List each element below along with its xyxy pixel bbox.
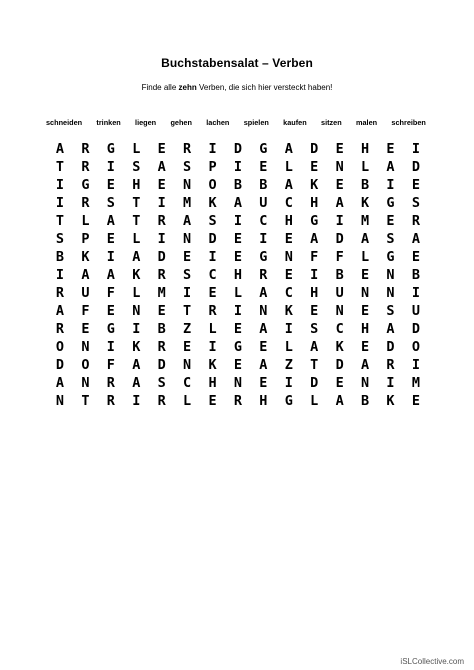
grid-letter: N xyxy=(183,357,192,373)
grid-row xyxy=(53,158,423,176)
grid-letter: I xyxy=(132,393,141,409)
word-item: gehen xyxy=(170,118,192,127)
grid-letter: E xyxy=(360,339,370,355)
grid-letter: I xyxy=(411,141,420,157)
grid-letter: O xyxy=(55,339,65,355)
grid-letter: I xyxy=(386,177,395,193)
grid-row xyxy=(53,320,423,338)
grid-letter: A xyxy=(284,177,293,193)
grid-letter: N xyxy=(335,303,344,319)
grid-letter: I xyxy=(55,267,65,283)
grid-letter: T xyxy=(132,195,141,211)
grid-letter: K xyxy=(310,177,319,193)
grid-letter: L xyxy=(360,159,370,175)
grid-letter: E xyxy=(411,393,420,409)
grid-letter: E xyxy=(81,321,90,337)
grid-letter: A xyxy=(284,141,293,157)
grid-letter: S xyxy=(386,231,395,247)
grid-letter: D xyxy=(157,357,166,373)
grid-letter: F xyxy=(106,285,115,301)
grid-letter: A xyxy=(132,357,141,373)
grid-letter: A xyxy=(233,195,243,211)
grid-letter: A xyxy=(183,213,192,229)
grid-letter: E xyxy=(335,375,344,391)
grid-letter: E xyxy=(233,357,243,373)
grid-letter: N xyxy=(81,375,90,391)
grid-letter: E xyxy=(411,177,420,193)
grid-letter: I xyxy=(259,231,268,247)
grid-letter: I xyxy=(233,213,243,229)
grid-letter: E xyxy=(106,231,115,247)
grid-letter: N xyxy=(386,267,395,283)
grid-letter: R xyxy=(183,141,192,157)
grid-letter: E xyxy=(233,231,243,247)
grid-letter: E xyxy=(233,321,243,337)
grid-letter: G xyxy=(106,141,115,157)
grid-letter: N xyxy=(233,375,243,391)
grid-letter: C xyxy=(259,213,268,229)
grid-letter: R xyxy=(55,285,65,301)
word-item: liegen xyxy=(135,118,157,127)
grid-letter: L xyxy=(132,285,141,301)
grid-letter: K xyxy=(284,303,293,319)
grid-letter: D xyxy=(157,249,166,265)
grid-letter: E xyxy=(310,303,319,319)
grid-letter: I xyxy=(157,195,166,211)
grid-letter: K xyxy=(386,393,395,409)
grid-letter: K xyxy=(360,195,370,211)
grid-letter: U xyxy=(411,303,420,319)
grid-letter: N xyxy=(335,159,344,175)
grid-letter: N xyxy=(386,285,395,301)
grid-letter: K xyxy=(335,339,344,355)
grid-letter: P xyxy=(81,231,90,247)
grid-letter: H xyxy=(310,195,319,211)
grid-letter: E xyxy=(386,213,395,229)
grid-letter: R xyxy=(55,321,65,337)
grid-letter: H xyxy=(132,177,141,193)
grid-letter: A xyxy=(55,141,65,157)
grid-letter: E xyxy=(335,141,344,157)
grid-letter: R xyxy=(208,303,217,319)
grid-letter: K xyxy=(132,339,141,355)
grid-row xyxy=(53,302,423,320)
grid-letter: B xyxy=(55,249,65,265)
grid-letter: S xyxy=(386,303,395,319)
word-item: malen xyxy=(356,118,378,127)
grid-letter: I xyxy=(55,177,65,193)
grid-letter: D xyxy=(55,357,65,373)
grid-letter: K xyxy=(132,267,141,283)
grid-letter: E xyxy=(106,177,115,193)
grid-letter: B xyxy=(360,177,370,193)
grid-letter: O xyxy=(81,357,90,373)
grid-letter: A xyxy=(259,285,268,301)
grid-letter: R xyxy=(157,213,166,229)
grid-letter: E xyxy=(360,267,370,283)
grid-letter: E xyxy=(360,303,370,319)
grid-letter: A xyxy=(310,231,319,247)
grid-letter: G xyxy=(386,249,395,265)
grid-letter: U xyxy=(335,285,344,301)
grid-row xyxy=(53,140,423,158)
grid-letter: G xyxy=(259,141,268,157)
grid-letter: E xyxy=(157,177,166,193)
grid-letter: A xyxy=(55,303,65,319)
grid-letter: O xyxy=(208,177,217,193)
grid-letter: I xyxy=(183,285,192,301)
grid-letter: U xyxy=(259,195,268,211)
grid-letter: N xyxy=(183,231,192,247)
grid-letter: B xyxy=(233,177,243,193)
grid-letter: H xyxy=(259,393,268,409)
grid-letter: E xyxy=(259,375,268,391)
grid-letter: D xyxy=(310,141,319,157)
instruction-before: Finde alle xyxy=(141,83,179,92)
grid-letter: C xyxy=(284,285,293,301)
grid-letter: B xyxy=(157,321,166,337)
grid-letter: T xyxy=(183,303,192,319)
grid-letter: S xyxy=(132,159,141,175)
grid-letter: H xyxy=(233,267,243,283)
grid-letter: E xyxy=(208,393,217,409)
grid-letter: A xyxy=(386,321,395,337)
grid-letter: D xyxy=(335,357,344,373)
grid-letter: I xyxy=(310,267,319,283)
grid-letter: R xyxy=(81,195,90,211)
instruction-after: Verben, die sich hier versteckt haben! xyxy=(196,83,333,92)
grid-letter: I xyxy=(411,285,420,301)
grid-letter: S xyxy=(411,195,420,211)
grid-letter: L xyxy=(132,231,141,247)
grid-letter: S xyxy=(157,375,166,391)
grid-letter: I xyxy=(106,249,115,265)
grid-letter: A xyxy=(132,249,141,265)
grid-letter: I xyxy=(55,195,65,211)
grid-letter: D xyxy=(411,159,420,175)
grid-letter: A xyxy=(55,375,65,391)
instruction-bold: zehn xyxy=(178,83,197,92)
grid-letter: N xyxy=(55,393,65,409)
grid-letter: E xyxy=(157,141,166,157)
grid-letter: U xyxy=(81,285,90,301)
grid-letter: G xyxy=(284,393,293,409)
grid-letter: E xyxy=(335,177,344,193)
grid-letter: D xyxy=(208,231,217,247)
grid-row xyxy=(53,284,423,302)
grid-letter: I xyxy=(106,339,115,355)
grid-row xyxy=(53,374,423,392)
grid-letter: N xyxy=(284,249,293,265)
grid-letter: B xyxy=(360,393,370,409)
grid-letter: S xyxy=(208,213,217,229)
grid-letter: G xyxy=(106,321,115,337)
word-item: schneiden xyxy=(46,118,83,127)
grid-letter: E xyxy=(284,267,293,283)
grid-letter: G xyxy=(310,213,319,229)
grid-letter: A xyxy=(259,321,268,337)
grid-letter: E xyxy=(411,249,420,265)
grid-row xyxy=(53,266,423,284)
word-list xyxy=(46,118,426,127)
instruction-text xyxy=(0,83,474,92)
grid-letter: G xyxy=(259,249,268,265)
grid-letter: B xyxy=(335,267,344,283)
grid-letter: S xyxy=(183,159,192,175)
letter-grid xyxy=(53,140,423,410)
grid-letter: D xyxy=(386,339,395,355)
grid-letter: E xyxy=(233,249,243,265)
grid-letter: F xyxy=(81,303,90,319)
grid-letter: K xyxy=(81,249,90,265)
grid-row xyxy=(53,212,423,230)
grid-letter: A xyxy=(335,393,344,409)
grid-row xyxy=(53,230,423,248)
grid-letter: A xyxy=(310,339,319,355)
grid-letter: K xyxy=(208,357,217,373)
grid-letter: S xyxy=(55,231,65,247)
grid-letter: D xyxy=(335,231,344,247)
grid-letter: L xyxy=(132,141,141,157)
grid-letter: C xyxy=(335,321,344,337)
grid-letter: C xyxy=(284,195,293,211)
grid-letter: E xyxy=(259,339,268,355)
grid-row xyxy=(53,176,423,194)
grid-letter: A xyxy=(411,231,420,247)
grid-letter: K xyxy=(208,195,217,211)
grid-letter: R xyxy=(157,393,166,409)
grid-letter: R xyxy=(106,393,115,409)
grid-letter: M xyxy=(183,195,192,211)
grid-letter: A xyxy=(157,159,166,175)
grid-letter: P xyxy=(208,159,217,175)
grid-letter: H xyxy=(284,213,293,229)
grid-letter: I xyxy=(411,357,420,373)
grid-letter: S xyxy=(183,267,192,283)
grid-letter: L xyxy=(233,285,243,301)
grid-letter: L xyxy=(284,159,293,175)
grid-letter: H xyxy=(310,285,319,301)
footer-watermark: iSLCollective.com xyxy=(400,657,464,666)
grid-letter: I xyxy=(233,303,243,319)
grid-letter: N xyxy=(183,177,192,193)
grid-letter: Z xyxy=(183,321,192,337)
grid-letter: N xyxy=(81,339,90,355)
grid-letter: D xyxy=(411,321,420,337)
grid-letter: N xyxy=(132,303,141,319)
grid-letter: I xyxy=(386,375,395,391)
grid-letter: D xyxy=(310,375,319,391)
grid-letter: I xyxy=(106,159,115,175)
grid-letter: A xyxy=(360,357,370,373)
grid-letter: M xyxy=(411,375,420,391)
word-item: kaufen xyxy=(283,118,307,127)
grid-letter: G xyxy=(81,177,90,193)
grid-letter: I xyxy=(157,231,166,247)
grid-letter: T xyxy=(55,159,65,175)
grid-letter: L xyxy=(310,393,319,409)
grid-letter: R xyxy=(386,357,395,373)
grid-letter: C xyxy=(183,375,192,391)
grid-letter: I xyxy=(335,213,344,229)
grid-letter: R xyxy=(233,393,243,409)
grid-letter: A xyxy=(81,267,90,283)
grid-letter: A xyxy=(360,231,370,247)
grid-letter: I xyxy=(132,321,141,337)
grid-letter: N xyxy=(259,303,268,319)
grid-letter: R xyxy=(411,213,420,229)
grid-letter: R xyxy=(81,141,90,157)
grid-letter: I xyxy=(208,339,217,355)
grid-letter: R xyxy=(81,159,90,175)
grid-letter: O xyxy=(411,339,420,355)
grid-letter: R xyxy=(106,375,115,391)
grid-row xyxy=(53,356,423,374)
grid-letter: D xyxy=(233,141,243,157)
grid-letter: M xyxy=(157,285,166,301)
grid-letter: L xyxy=(183,393,192,409)
word-item: schreiben xyxy=(391,118,426,127)
grid-letter: E xyxy=(310,159,319,175)
grid-letter: E xyxy=(106,303,115,319)
grid-letter: L xyxy=(284,339,293,355)
grid-letter: E xyxy=(183,249,192,265)
word-item: trinken xyxy=(96,118,121,127)
grid-letter: E xyxy=(208,285,217,301)
grid-letter: E xyxy=(183,339,192,355)
grid-letter: N xyxy=(360,285,370,301)
grid-letter: S xyxy=(106,195,115,211)
grid-letter: H xyxy=(360,321,370,337)
grid-letter: N xyxy=(360,375,370,391)
grid-letter: I xyxy=(208,141,217,157)
grid-row xyxy=(53,248,423,266)
grid-letter: I xyxy=(284,321,293,337)
grid-letter: S xyxy=(310,321,319,337)
grid-letter: A xyxy=(106,267,115,283)
grid-letter: C xyxy=(208,267,217,283)
grid-letter: G xyxy=(233,339,243,355)
grid-letter: F xyxy=(310,249,319,265)
grid-letter: T xyxy=(132,213,141,229)
grid-letter: T xyxy=(310,357,319,373)
grid-letter: B xyxy=(411,267,420,283)
page-title: Buchstabensalat – Verben xyxy=(161,56,313,70)
grid-letter: I xyxy=(284,375,293,391)
grid-letter: M xyxy=(360,213,370,229)
grid-letter: A xyxy=(259,357,268,373)
word-item: sitzen xyxy=(321,118,342,127)
grid-letter: G xyxy=(386,195,395,211)
grid-letter: B xyxy=(259,177,268,193)
grid-letter: I xyxy=(233,159,243,175)
grid-letter: H xyxy=(360,141,370,157)
grid-letter: Z xyxy=(284,357,293,373)
grid-letter: A xyxy=(386,159,395,175)
grid-letter: T xyxy=(55,213,65,229)
grid-row xyxy=(53,194,423,212)
grid-letter: F xyxy=(335,249,344,265)
grid-letter: A xyxy=(132,375,141,391)
grid-letter: R xyxy=(157,267,166,283)
grid-row xyxy=(53,338,423,356)
word-item: spielen xyxy=(243,118,269,127)
grid-letter: F xyxy=(106,357,115,373)
grid-letter: L xyxy=(208,321,217,337)
grid-letter: L xyxy=(81,213,90,229)
grid-letter: E xyxy=(157,303,166,319)
grid-letter: E xyxy=(386,141,395,157)
grid-letter: E xyxy=(284,231,293,247)
grid-letter: R xyxy=(157,339,166,355)
grid-letter: A xyxy=(106,213,115,229)
word-item: lachen xyxy=(206,118,230,127)
grid-letter: H xyxy=(208,375,217,391)
grid-letter: I xyxy=(208,249,217,265)
grid-letter: L xyxy=(360,249,370,265)
grid-letter: A xyxy=(335,195,344,211)
grid-letter: R xyxy=(259,267,268,283)
grid-letter: E xyxy=(259,159,268,175)
grid-letter: T xyxy=(81,393,90,409)
grid-row xyxy=(53,392,423,410)
